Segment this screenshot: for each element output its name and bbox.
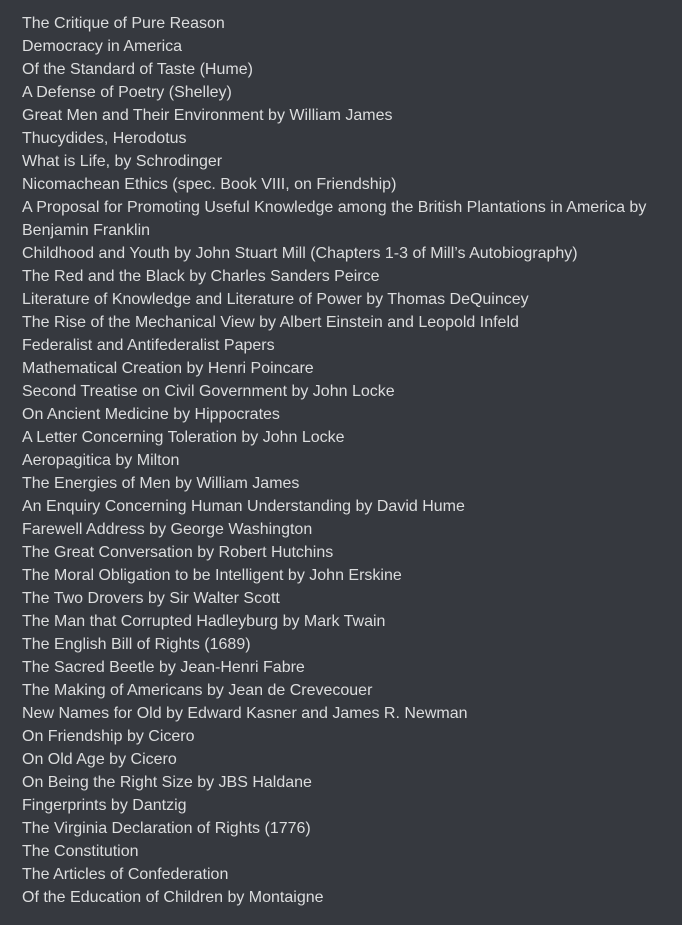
list-item: The Energies of Men by William James <box>22 475 300 492</box>
list-item: Literature of Knowledge and Literature of Power by Thomas DeQuincey <box>22 291 529 308</box>
list-item: The English Bill of Rights (1689) <box>22 636 251 653</box>
list-item: The Critique of Pure Reason <box>22 15 225 32</box>
list-item: Of the Standard of Taste (Hume) <box>22 61 253 78</box>
reading-list <box>22 12 672 909</box>
list-item: The Red and the Black by Charles Sanders Peirce <box>22 268 380 285</box>
list-item: Federalist and Antifederalist Papers <box>22 337 275 354</box>
list-item: Fingerprints by Dantzig <box>22 797 187 814</box>
list-item: An Enquiry Concerning Human Understanding by David Hume <box>22 498 465 515</box>
list-item: Farewell Address by George Washington <box>22 521 313 538</box>
list-item: New Names for Old by Edward Kasner and James R. Newman <box>22 705 468 722</box>
list-item: On Ancient Medicine by Hippocrates <box>22 406 280 423</box>
list-item: A Defense of Poetry (Shelley) <box>22 84 232 101</box>
list-item: A Proposal for Promoting Useful Knowledge among the British Plantations in America by Benjamin Franklin <box>22 199 647 239</box>
list-item: On Friendship by Cicero <box>22 728 195 745</box>
list-item: Mathematical Creation by Henri Poincare <box>22 360 314 377</box>
list-item: Childhood and Youth by John Stuart Mill (Chapters 1-3 of Mill’s Autobiography) <box>22 245 578 262</box>
list-item: The Man that Corrupted Hadleyburg by Mark Twain <box>22 613 386 630</box>
list-item: The Two Drovers by Sir Walter Scott <box>22 590 280 607</box>
list-item: Democracy in America <box>22 38 183 55</box>
list-item: Of the Education of Children by Montaigne <box>22 889 324 906</box>
list-item: The Sacred Beetle by Jean-Henri Fabre <box>22 659 305 676</box>
list-item: Second Treatise on Civil Government by John Locke <box>22 383 395 400</box>
list-item: The Rise of the Mechanical View by Albert Einstein and Leopold Infeld <box>22 314 519 331</box>
list-item: On Being the Right Size by JBS Haldane <box>22 774 312 791</box>
list-item: A Letter Concerning Toleration by John Locke <box>22 429 345 446</box>
list-item: The Articles of Confederation <box>22 866 229 883</box>
list-item: The Moral Obligation to be Intelligent by John Erskine <box>22 567 402 584</box>
list-item: What is Life, by Schrodinger <box>22 153 223 170</box>
list-item: Great Men and Their Environment by William James <box>22 107 393 124</box>
list-item: The Great Conversation by Robert Hutchins <box>22 544 334 561</box>
list-item: Thucydides, Herodotus <box>22 130 187 147</box>
list-item: Nicomachean Ethics (spec. Book VIII, on Friendship) <box>22 176 397 193</box>
list-item: The Constitution <box>22 843 139 860</box>
list-item: The Virginia Declaration of Rights (1776) <box>22 820 311 837</box>
list-item: The Making of Americans by Jean de Crevecouer <box>22 682 373 699</box>
list-item: On Old Age by Cicero <box>22 751 177 768</box>
list-item: Aeropagitica by Milton <box>22 452 180 469</box>
